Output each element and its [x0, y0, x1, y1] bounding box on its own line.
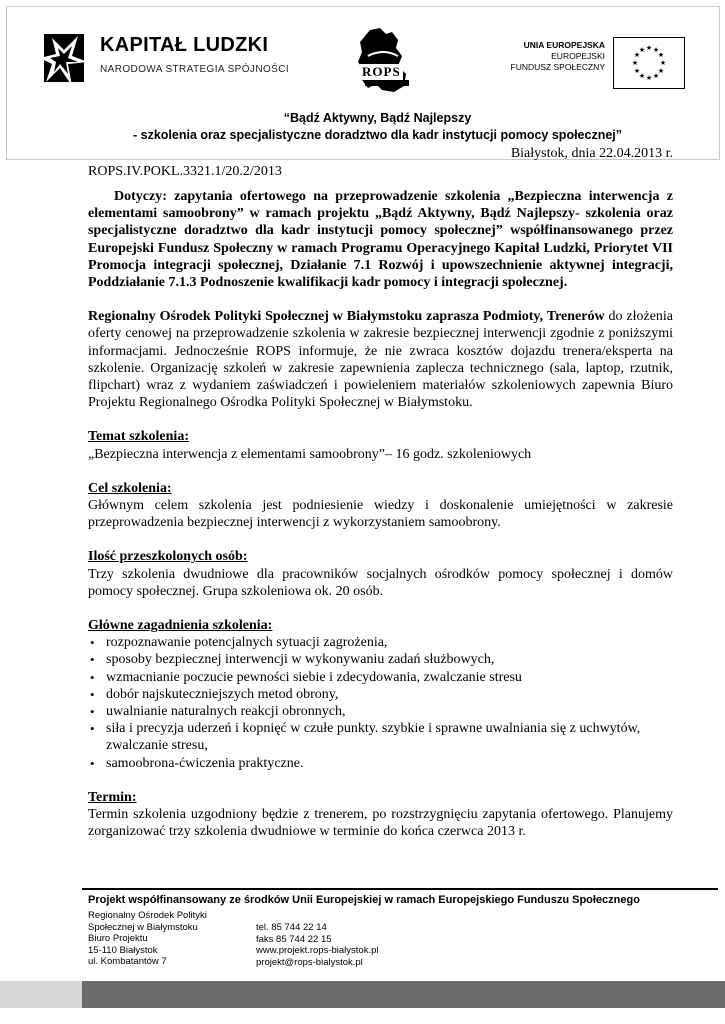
document-intro	[88, 308, 673, 411]
topic-title: Temat szkolenia:	[88, 429, 189, 445]
footer-address	[88, 910, 207, 968]
footer-fax: faks 85 744 22 15	[256, 933, 332, 945]
footer-address-line: 15-110 Białystok	[88, 944, 158, 956]
svg-text:★: ★	[657, 67, 665, 75]
svg-text:★: ★	[657, 51, 665, 59]
svg-text:★: ★	[652, 46, 660, 54]
section-term	[88, 789, 673, 841]
document-content	[88, 188, 673, 858]
svg-text:★: ★	[638, 46, 646, 54]
list-item: • sposoby bezpiecznej interwencji w wykonywaniu zadań służbowych,	[88, 651, 673, 668]
footer-address-line: Biuro Projektu	[88, 933, 148, 945]
project-motto-line-2: - szkolenia oraz specjalistyczne doradztwo dla kadr instytucji pomocy społecznej”	[132, 128, 623, 142]
footer-website-link[interactable]: www.projekt.rops-bialystok.pl	[256, 945, 379, 957]
document-date: Białystok, dnia 22.04.2013 r.	[510, 146, 673, 161]
document-subject: Dotyczy: zapytania ofertowego na przeprowadzenie szkolenia „Bezpieczna interwencja z elementami samoobrony” w ramach projektu „Bądź Aktywny, Bądź Najlepszy- szkolenia oraz specjalistyczne doradztwo dla kadr instytucji pomocy społecznej” współfinansowanego przez Europejski Fundusz Społeczny w ramach Programu Operacyjnego Kapitał Ludzki, Priorytet VII Promocja integracji społecznej, Działanie 7.1 Rozwój i upowszechnienie aktywnej integracji, Poddziałanie 7.1.3 Podnoszenie kwalifikacji kadr pomocy i integracji społecznej.	[88, 189, 673, 291]
svg-text:★: ★	[652, 72, 660, 80]
kapital-ludzki-star-icon	[38, 28, 90, 88]
eu-text-block	[505, 40, 605, 73]
term-text: Termin szkolenia uzgodniony będzie z trenerem, po rozstrzygnięciu zapytania ofertowego. Planujemy zorganizować trzy szkolenia dwudniowe w terminie do końca czerwca 2013 r.	[88, 807, 673, 840]
footer-phone: tel. 85 744 22 14	[256, 922, 327, 933]
section-goal	[88, 480, 673, 532]
eu-line-3: FUNDUSZ SPOŁECZNY	[510, 62, 605, 72]
footer-bar-left	[0, 981, 82, 1008]
intro-bold: Regionalny Ośrodek Polityki Społecznej w Białymstoku zaprasza Podmioty, Trenerów	[88, 309, 605, 325]
svg-text:★: ★	[633, 67, 641, 75]
footer-email-link[interactable]: projekt@rops-bialystok.pl	[256, 956, 363, 968]
kapital-ludzki-title: KAPITAŁ LUDZKI	[100, 34, 269, 56]
footer-address-line: Regionalny Ośrodek Polityki	[88, 910, 207, 921]
rops-logo-text: ROPS	[362, 64, 401, 79]
svg-text:★: ★	[645, 44, 653, 52]
list-item: • dobór najskuteczniejszych metod obrony,	[88, 686, 673, 703]
document-reference: ROPS.IV.POKL.3321.1/20.2/2013	[88, 164, 282, 179]
footer-divider	[82, 888, 718, 890]
section-topic	[88, 428, 673, 462]
svg-text:★: ★	[638, 72, 646, 80]
issues-title: Główne zagadnienia szkolenia:	[88, 618, 273, 634]
list-item: • siła i precyzja uderzeń i kopnięć w czułe punkty. szybkie i sprawne uwalniania się z uchwytów, zwalczanie stresu,	[88, 720, 673, 754]
rops-logo-underline	[365, 80, 409, 86]
count-text: Trzy szkolenia dwudniowe dla pracowników socjalnych ośrodków pomocy społecznej i domów pomocy społecznej. Grupa szkoleniowa ok. 20 osób.	[88, 566, 673, 599]
topic-text: „Bezpieczna interwencja z elementami samoobrony”– 16 godz. szkoleniowych	[88, 446, 532, 462]
goal-title: Cel szkolenia:	[88, 480, 172, 496]
footer-address-line: Społecznej w Białymstoku	[88, 921, 198, 933]
list-item: • samoobrona-ćwiczenia praktyczne.	[88, 755, 673, 772]
count-title: Ilość przeszkolonych osób:	[88, 549, 248, 565]
kapital-ludzki-subtitle: NARODOWA STRATEGIA SPÓJNOŚCI	[100, 64, 290, 75]
goal-text: Głównym celem szkolenia jest podniesienie wiedzy i doskonalenie umiejętności w zakresie przeprowadzenia bezpiecznej interwencji z wykorzystaniem samoobrony.	[88, 498, 673, 531]
list-item: • uwalnianie naturalnych reakcji obronnych,	[88, 703, 673, 720]
svg-text:★: ★	[631, 59, 639, 67]
svg-text:★: ★	[645, 74, 653, 82]
eu-flag-icon	[613, 37, 685, 89]
footer-bar	[82, 981, 725, 1008]
eu-line-2: EUROPEJSKI	[551, 51, 605, 61]
list-item: • rozpoznawanie potencjalnych sytuacji zagrożenia,	[88, 634, 673, 651]
footer-heading: Projekt współfinansowany ze środków Unii Europejskiej w ramach Europejskiego Funduszu Społecznego	[88, 894, 640, 906]
section-issues	[88, 617, 673, 772]
issues-list	[88, 634, 673, 772]
kapital-ludzki-logo	[38, 28, 290, 88]
eu-line-1: UNIA EUROPEJSKA	[523, 40, 605, 50]
section-count	[88, 548, 673, 600]
svg-text:★: ★	[659, 59, 667, 67]
list-item: • wzmacnianie poczucie pewności siebie i zdecydowania, zwalczanie stresu	[88, 669, 673, 686]
footer-address-line: ul. Kombatantów 7	[88, 956, 167, 968]
svg-text:★: ★	[633, 51, 641, 59]
footer-contact	[256, 922, 379, 968]
term-title: Termin:	[88, 789, 137, 805]
project-motto-line-1: “Bądź Aktywny, Bądź Najlepszy	[283, 111, 472, 125]
intro-rest: do złożenia oferty cenowej na przeprowadzenie szkolenia w zakresie bezpiecznej interwencji zgodnie z poniższymi informacjami. Jednocześnie ROPS informuje, że nie zwraca kosztów dojazdu trenera/eksperta na szkolenie. Organizację szkoleń w zakresie zapewnienia zaplecza technicznego (sala, laptop, rzutnik, flipchart) wraz z wydaniem zaświadczeń i powieleniem materiałów szkoleniowych zapewnia Biuro Projektu Regionalnego Ośrodka Polityki Społecznej w Białymstoku.	[88, 309, 674, 411]
